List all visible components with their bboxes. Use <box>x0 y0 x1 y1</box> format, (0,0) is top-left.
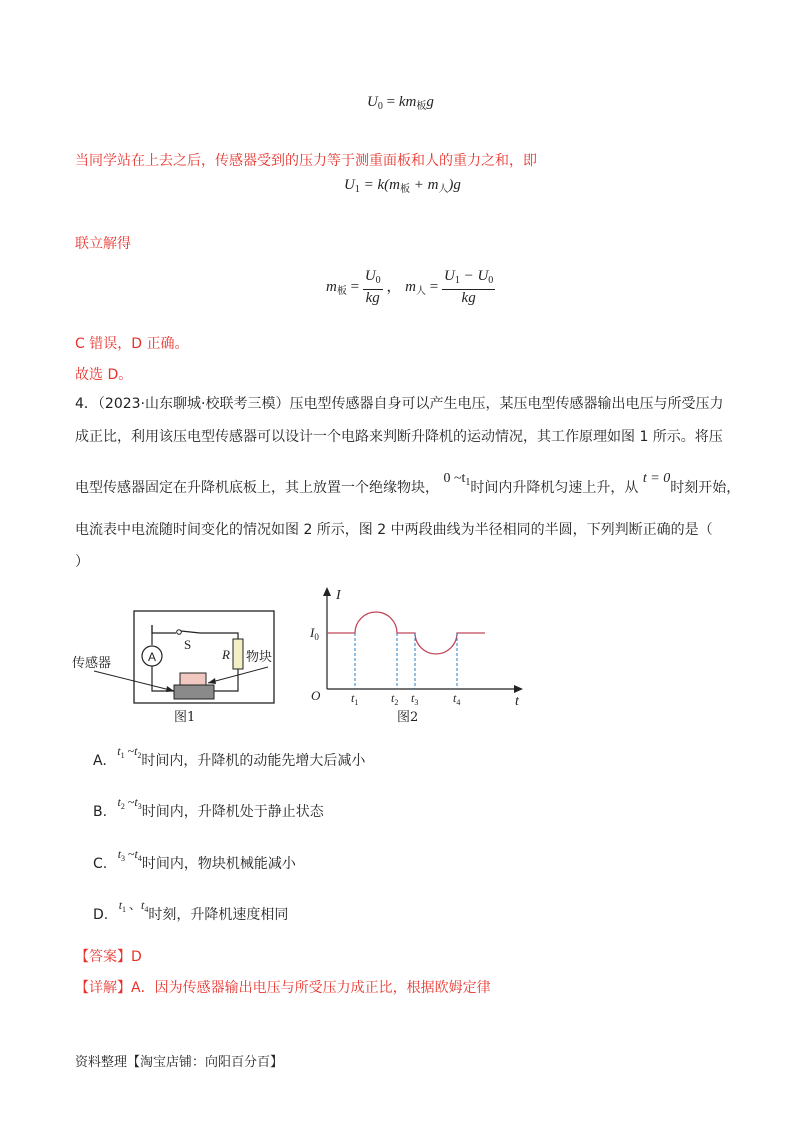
answer-value: D <box>131 949 142 965</box>
formula-m-person-sub: 人 <box>416 285 427 297</box>
formula-m-board: m <box>326 278 337 295</box>
line-c-wrong: C 错误，D 正确。 <box>75 336 189 352</box>
fraction-board <box>363 268 383 307</box>
formula-u1-s2: 人 <box>438 184 449 195</box>
frac2-num-a: U <box>443 268 455 284</box>
resistor <box>233 639 243 669</box>
option-a-text: 时间内，升降机的动能先增大后减小 <box>141 753 366 769</box>
current-curve <box>327 612 485 654</box>
option-a[interactable] <box>93 744 366 770</box>
formula-u1-mid: + m <box>413 177 439 193</box>
block-label: 物块 <box>246 650 273 665</box>
option-c-text: 时间内，物块机械能减小 <box>141 856 296 872</box>
question-line-3c: 时刻开始， <box>670 480 741 496</box>
block-arrow-head <box>208 678 216 684</box>
option-b[interactable] <box>93 795 324 821</box>
formula-m-board-sub: 板 <box>336 285 347 297</box>
question-line-1: （2023·山东聊城·校联考三模）压电型传感器自身可以产生电压，某压电型传感器输出电压与所受压力 <box>97 396 724 412</box>
option-b-math: $t_2$ $\sim t_3$ <box>117 795 142 811</box>
tick-t2: $t_2$ <box>391 691 399 707</box>
line-solve: 联立解得 <box>75 236 131 252</box>
line-station: 当同学站在上去之后，传感器受到的压力等于测重面板和人的重力之和，即 <box>75 153 537 169</box>
formula-u1-eq: = k(m <box>363 177 400 193</box>
footer-source: 资料整理【淘宝店铺：向阳百分百】 <box>75 1055 284 1070</box>
wire-top <box>152 625 176 633</box>
figure-2-graph <box>305 585 530 725</box>
option-d-text: 时刻，升降机速度相同 <box>148 907 289 923</box>
question-line-3 <box>75 471 741 498</box>
math-t-eq-0: t = 0 <box>642 471 671 486</box>
question-line-2: 成正比，利用该压电型传感器可以设计一个电路来判断升降机的运动情况，其工作原理如图 1 所示。将压 <box>75 429 723 445</box>
figure-2-caption: 图2 <box>397 710 419 725</box>
wire-top-right <box>200 633 238 639</box>
detail-text: A．因为传感器输出电压与所受压力成正比，根据欧姆定律 <box>131 980 491 996</box>
x-axis-arrow <box>514 685 523 693</box>
option-c[interactable] <box>93 847 296 873</box>
figure-1-circuit <box>70 605 280 725</box>
detail-line <box>75 977 491 997</box>
frac1-num-sub: 0 <box>375 275 381 286</box>
question-4 <box>75 394 735 414</box>
formula-comma: ， <box>386 278 402 295</box>
frac2-num-b-sub: 0 <box>488 275 494 286</box>
question-line-3a: 电型传感器固定在升降机底板上，其上放置一个绝缘物块， <box>75 480 439 496</box>
y-axis-arrow <box>323 587 331 596</box>
frac1-num: U <box>364 268 376 284</box>
answer-line <box>75 946 142 966</box>
question-line-3b: 时间内升降机匀速上升，从 <box>470 480 639 496</box>
question-line-5: ） <box>75 554 89 570</box>
frac1-den: kg <box>365 290 380 306</box>
option-b-letter: B. <box>93 804 108 820</box>
question-line-4: 电流表中电流随时间变化的情况如图 2 所示，图 2 中两段曲线为半径相同的半圆，下列判断正确的是（ <box>75 522 713 538</box>
resistor-label: R <box>222 647 230 662</box>
formula-u0-lhs: U <box>367 94 378 110</box>
formula-u1-lhs-sub: 1 <box>354 184 360 195</box>
option-a-math: $t_1$ $\sim t_2$ <box>117 744 142 760</box>
block <box>180 673 206 685</box>
tick-t4: $t_4$ <box>453 691 461 707</box>
formula-eq2: = <box>429 278 439 295</box>
option-b-text: 时间内，升降机处于静止状态 <box>141 804 324 820</box>
question-number: 4． <box>75 396 98 412</box>
frac2-num-a-sub: 1 <box>454 275 460 286</box>
sensor-label: 传感器 <box>72 656 112 671</box>
y-axis-label: I <box>336 588 341 603</box>
formula-masses <box>326 268 495 307</box>
tick-t1: $t_1$ <box>351 691 359 707</box>
option-a-letter: A. <box>93 753 107 769</box>
figure-1-caption: 图1 <box>174 710 196 725</box>
origin-label: O <box>311 688 321 703</box>
formula-u1-lhs: U <box>344 177 355 193</box>
formula-u0-rhs-sub: 板 <box>416 101 427 112</box>
frac2-minus: − U <box>459 268 489 284</box>
formula-u0-lhs-sub: 0 <box>377 101 383 112</box>
formula-u1 <box>344 177 461 195</box>
option-d[interactable] <box>93 898 289 924</box>
answer-label: 【答案】 <box>75 949 131 965</box>
sensor-base <box>174 685 214 699</box>
line-choose: 故选 D。 <box>75 367 133 383</box>
option-d-math: $t_1$ 、$t_4$ <box>118 898 149 914</box>
frac2-den: kg <box>461 290 476 306</box>
option-c-letter: C. <box>93 856 108 872</box>
sensor-arrow-head <box>166 686 174 692</box>
formula-u0-rhs: km <box>398 94 417 110</box>
formula-m-person: m <box>405 278 417 295</box>
formula-u1-s1: 板 <box>399 184 410 195</box>
detail-label: 【详解】 <box>75 980 131 996</box>
tick-t3: $t_3$ <box>411 691 419 707</box>
formula-u0-tail: g <box>426 94 434 110</box>
switch-label: S <box>184 637 192 652</box>
switch-blade <box>181 631 200 633</box>
option-d-letter: D. <box>93 907 109 923</box>
i0-label: $I_0$ <box>310 625 319 642</box>
formula-eq1: = <box>350 278 360 295</box>
math-0-t1: 0 $\sim t_1$ <box>443 471 471 488</box>
ammeter-label: A <box>148 650 157 664</box>
formula-u0-eq: = <box>386 94 396 110</box>
option-c-math: $t_3$ $\sim t_4$ <box>117 847 142 863</box>
fraction-person <box>442 268 495 307</box>
formula-u0 <box>367 94 434 112</box>
x-axis-label: t <box>515 694 519 709</box>
switch-pivot <box>177 630 182 635</box>
formula-u1-tail: )g <box>448 177 461 193</box>
